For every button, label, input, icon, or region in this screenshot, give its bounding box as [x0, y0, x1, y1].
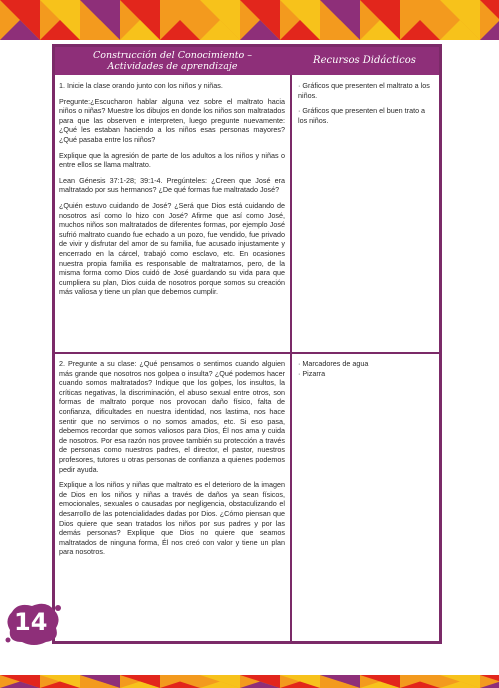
activities-table [52, 44, 442, 644]
row1-paragraph: 1. Inicie la clase orando junto con los niños y niñas. [59, 81, 223, 90]
header-activities [55, 47, 290, 75]
header-activities-line2: Actividades de aprendizaje [107, 61, 238, 72]
row1-paragraph: Lean Génesis 37:1-28; 39:1-4. Pregúnteles: ¿Creen que José era maltratado por sus hermanos? ¿De qué formas fue maltratado José? [59, 175, 285, 195]
column-divider [290, 75, 292, 641]
row1-paragraph: Pregunte:¿Escucharon hablar alguna vez sobre el maltrato hacia niños o niñas? Muestre los dibujos en donde los niños son maltratados para que las observen e interpreten, luego pregunte nuevamente:¿Qué les estaban haciendo a los niños esas personas mayores? ¿Qué pasaba entre los niños? [59, 96, 285, 144]
page-number-badge [4, 600, 62, 648]
row2-paragraph: Explique a los niños y niñas que maltrato es el deterioro de la imagen de Dios en los niños y niñas a través de daños ya sean físicos, emocionales, sexuales o causadas por negligencia, obstaculizando el desarrollo de las potencialidades dadas por Dios. ¿Cómo piensan que Dios quiere que sean tratados los niños por sus padres y por las demás personas? Explique que Dios no quiere que seamos maltratados de ninguna forma, Él nos creó con valor y tiene un plan para nosotros. [59, 480, 285, 557]
row1-activities [59, 81, 285, 303]
row1-resources [298, 81, 436, 131]
header-activities-line1: Construcción del Conocimiento – [92, 50, 253, 61]
decorative-top-band [0, 0, 499, 40]
row1-paragraph: Explique que la agresión de parte de los adultos a los niños y niñas o entre ellos se llama maltrato. [59, 150, 285, 170]
row1-resource-item: · Gráficos que presenten el buen trato a los niños. [298, 106, 426, 125]
row2-activities [59, 359, 285, 563]
row2-resource-item: · Marcadores de agua [298, 359, 369, 368]
row2-resources [298, 359, 436, 378]
header-resources: Recursos Didácticos [313, 55, 416, 66]
row-divider [55, 352, 439, 354]
page-number: 14 [14, 608, 48, 636]
row2-paragraph: 2. Pregunte a su clase: ¿Qué pensamos o sentimos cuando alguien más grande que nosotros nos golpea o insulta? ¿Qué podemos hacer cuando somos maltratados? Indique que los golpes, los insultos, la críticas negativas, la discriminación, el abuso sexual entre otros, son formas de maltrato porque nos provocan daño físico, falta de confianza, dificultades en nuestra identidad, nos lastima, nos hace sentir que no servimos o no somos amados, etc. Si eso pasa, debemos recordar que somos valiosos para Dios, Él nos ama y cuida de nosotros. Por esa razón nos provee también su protección a través de personas como nuestros padres, el director, el pastor, nuestros profesores, tutores u otras personas de confianza a quienes podemos pedir ayuda. [59, 359, 285, 474]
row1-resource-item: · Gráficos que presenten el maltrato a los niños. [298, 81, 430, 100]
decorative-bottom-band [0, 675, 499, 688]
row1-paragraph: ¿Quién estuvo cuidando de José? ¿Será que Dios está cuidando de nosotros así como lo hizo con José? Afirme que así como José, muchos niños son maltratados de diferentes formas, por ejemplo José sufrió maltrato cuando fue echado a un pozo, fue vendido, fue privado de vivir y disfrutar del amor de su familia, fue acusado injustamente y encerrado en la cárcel, trabajó como esclavo, etc. En ocasiones nuestra propia familia es responsable de maltratarnos, pero, de la misma forma como Dios cuidó de José guardando su vida para que cumpliera su plan, Dios cuida de nosotros porque somos su creación más valiosa y tiene un plan que debemos cumplir. [59, 200, 285, 297]
table-header [55, 47, 439, 75]
row2-resource-item: · Pizarra [298, 368, 326, 378]
